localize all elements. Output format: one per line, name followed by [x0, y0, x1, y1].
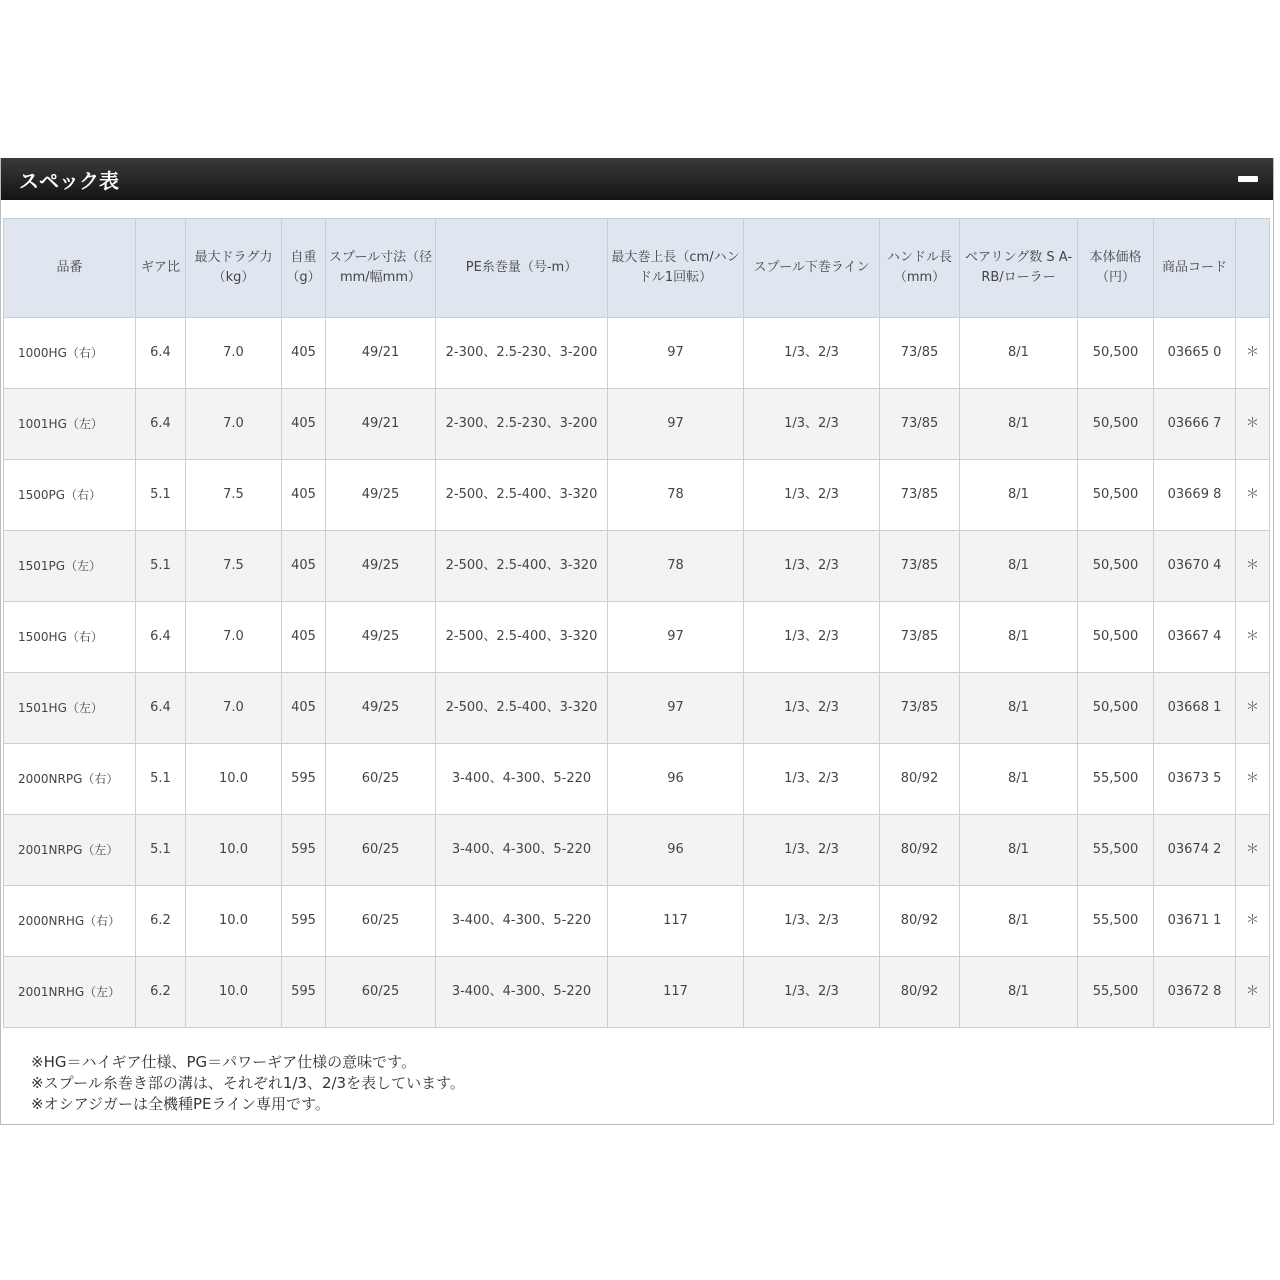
product-code-cell: 03670 4: [1154, 531, 1236, 602]
handle-length-cell: 80/92: [880, 815, 960, 886]
handle-length-cell: 80/92: [880, 886, 960, 957]
header-row: [4, 219, 1270, 318]
col-header: ハンドル長（mm）: [880, 219, 960, 318]
table-row: [4, 744, 1270, 815]
note-mark-cell: ＊: [1236, 602, 1270, 673]
model-cell: 1501HG（左）: [4, 673, 136, 744]
model-cell: 1501PG（左）: [4, 531, 136, 602]
gear-ratio-cell: 5.1: [136, 744, 186, 815]
spool-size-cell: 49/25: [326, 531, 436, 602]
table-row: [4, 389, 1270, 460]
handle-length-cell: 73/85: [880, 460, 960, 531]
product-code-cell: 03665 0: [1154, 318, 1236, 389]
model-cell: 1500HG（右）: [4, 602, 136, 673]
price-cell: 50,500: [1078, 460, 1154, 531]
model-cell: 2001NRPG（左）: [4, 815, 136, 886]
weight-cell: 405: [282, 673, 326, 744]
model-cell: 1000HG（右）: [4, 318, 136, 389]
model-cell: 1001HG（左）: [4, 389, 136, 460]
gear-ratio-cell: 6.4: [136, 673, 186, 744]
gear-ratio-cell: 6.2: [136, 957, 186, 1028]
price-cell: 50,500: [1078, 673, 1154, 744]
col-header: スプール下巻ライン: [744, 219, 880, 318]
product-code-cell: 03673 5: [1154, 744, 1236, 815]
pe-capacity-cell: 3-400、4-300、5-220: [436, 957, 608, 1028]
max-drag-cell: 10.0: [186, 957, 282, 1028]
price-cell: 55,500: [1078, 815, 1154, 886]
max-drag-cell: 10.0: [186, 744, 282, 815]
underline-cell: 1/3、2/3: [744, 815, 880, 886]
table-row: [4, 602, 1270, 673]
retrieve-cell: 97: [608, 389, 744, 460]
handle-length-cell: 80/92: [880, 744, 960, 815]
pe-capacity-cell: 2-500、2.5-400、3-320: [436, 602, 608, 673]
gear-ratio-cell: 6.2: [136, 886, 186, 957]
gear-ratio-cell: 6.4: [136, 389, 186, 460]
price-cell: 55,500: [1078, 886, 1154, 957]
col-header: 最大巻上長（cm/ハンドル1回転）: [608, 219, 744, 318]
pe-capacity-cell: 2-500、2.5-400、3-320: [436, 531, 608, 602]
col-header: [1236, 219, 1270, 318]
col-header: 自重（g）: [282, 219, 326, 318]
weight-cell: 405: [282, 602, 326, 673]
spec-panel: [0, 158, 1274, 1125]
model-cell: 1500PG（右）: [4, 460, 136, 531]
spool-size-cell: 60/25: [326, 815, 436, 886]
retrieve-cell: 97: [608, 673, 744, 744]
note-mark-cell: ＊: [1236, 318, 1270, 389]
spool-size-cell: 60/25: [326, 744, 436, 815]
weight-cell: 405: [282, 318, 326, 389]
max-drag-cell: 10.0: [186, 886, 282, 957]
table-row: [4, 815, 1270, 886]
col-header: PE糸巻量（号-m）: [436, 219, 608, 318]
product-code-cell: 03666 7: [1154, 389, 1236, 460]
spool-size-cell: 60/25: [326, 957, 436, 1028]
product-code-cell: 03674 2: [1154, 815, 1236, 886]
spool-size-cell: 60/25: [326, 886, 436, 957]
gear-ratio-cell: 5.1: [136, 531, 186, 602]
spec-table: [3, 218, 1270, 1028]
underline-cell: 1/3、2/3: [744, 531, 880, 602]
pe-capacity-cell: 2-300、2.5-230、3-200: [436, 318, 608, 389]
col-header: 本体価格（円）: [1078, 219, 1154, 318]
note-mark-cell: ＊: [1236, 673, 1270, 744]
bearing-cell: 8/1: [960, 318, 1078, 389]
pe-capacity-cell: 3-400、4-300、5-220: [436, 815, 608, 886]
retrieve-cell: 96: [608, 744, 744, 815]
col-header: スプール寸法（径mm/幅mm）: [326, 219, 436, 318]
bearing-cell: 8/1: [960, 531, 1078, 602]
weight-cell: 595: [282, 886, 326, 957]
retrieve-cell: 117: [608, 886, 744, 957]
price-cell: 50,500: [1078, 389, 1154, 460]
weight-cell: 595: [282, 744, 326, 815]
note-mark-cell: ＊: [1236, 815, 1270, 886]
underline-cell: 1/3、2/3: [744, 602, 880, 673]
max-drag-cell: 7.0: [186, 318, 282, 389]
gear-ratio-cell: 5.1: [136, 815, 186, 886]
underline-cell: 1/3、2/3: [744, 673, 880, 744]
panel-header: [1, 158, 1273, 200]
price-cell: 55,500: [1078, 957, 1154, 1028]
note-mark-cell: ＊: [1236, 957, 1270, 1028]
handle-length-cell: 73/85: [880, 318, 960, 389]
retrieve-cell: 117: [608, 957, 744, 1028]
table-row: [4, 318, 1270, 389]
note-mark-cell: ＊: [1236, 744, 1270, 815]
max-drag-cell: 7.5: [186, 531, 282, 602]
col-header: 品番: [4, 219, 136, 318]
bearing-cell: 8/1: [960, 815, 1078, 886]
table-row: [4, 957, 1270, 1028]
price-cell: 50,500: [1078, 602, 1154, 673]
footnote: ※オシアジガーは全機種PEライン専用です。: [31, 1095, 330, 1113]
weight-cell: 405: [282, 389, 326, 460]
pe-capacity-cell: 2-300、2.5-230、3-200: [436, 389, 608, 460]
retrieve-cell: 78: [608, 531, 744, 602]
bearing-cell: 8/1: [960, 957, 1078, 1028]
retrieve-cell: 97: [608, 318, 744, 389]
spool-size-cell: 49/25: [326, 602, 436, 673]
col-header: ベアリング数 S A-RB/ローラー: [960, 219, 1078, 318]
gear-ratio-cell: 6.4: [136, 318, 186, 389]
retrieve-cell: 78: [608, 460, 744, 531]
bearing-cell: 8/1: [960, 460, 1078, 531]
product-code-cell: 03668 1: [1154, 673, 1236, 744]
underline-cell: 1/3、2/3: [744, 744, 880, 815]
spool-size-cell: 49/25: [326, 460, 436, 531]
minus-icon: [1238, 176, 1258, 182]
model-cell: 2001NRHG（左）: [4, 957, 136, 1028]
product-code-cell: 03667 4: [1154, 602, 1236, 673]
model-cell: 2000NRHG（右）: [4, 886, 136, 957]
handle-length-cell: 73/85: [880, 673, 960, 744]
price-cell: 50,500: [1078, 531, 1154, 602]
pe-capacity-cell: 2-500、2.5-400、3-320: [436, 673, 608, 744]
product-code-cell: 03669 8: [1154, 460, 1236, 531]
gear-ratio-cell: 6.4: [136, 602, 186, 673]
footnote: ※スプール糸巻き部の溝は、それぞれ1/3、2/3を表しています。: [31, 1074, 465, 1092]
underline-cell: 1/3、2/3: [744, 389, 880, 460]
weight-cell: 405: [282, 460, 326, 531]
model-cell: 2000NRPG（右）: [4, 744, 136, 815]
panel-title: スペック表: [19, 168, 119, 193]
table-row: [4, 531, 1270, 602]
bearing-cell: 8/1: [960, 602, 1078, 673]
weight-cell: 405: [282, 531, 326, 602]
table-row: [4, 673, 1270, 744]
col-header: 最大ドラグ力（kg）: [186, 219, 282, 318]
underline-cell: 1/3、2/3: [744, 318, 880, 389]
bearing-cell: 8/1: [960, 389, 1078, 460]
bearing-cell: 8/1: [960, 886, 1078, 957]
bearing-cell: 8/1: [960, 744, 1078, 815]
max-drag-cell: 7.0: [186, 673, 282, 744]
bearing-cell: 8/1: [960, 673, 1078, 744]
note-mark-cell: ＊: [1236, 886, 1270, 957]
footnote: ※HG＝ハイギア仕様、PG＝パワーギア仕様の意味です。: [31, 1053, 416, 1071]
table-row: [4, 886, 1270, 957]
handle-length-cell: 73/85: [880, 531, 960, 602]
table-row: [4, 460, 1270, 531]
note-mark-cell: ＊: [1236, 389, 1270, 460]
max-drag-cell: 7.0: [186, 389, 282, 460]
underline-cell: 1/3、2/3: [744, 886, 880, 957]
weight-cell: 595: [282, 815, 326, 886]
product-code-cell: 03671 1: [1154, 886, 1236, 957]
footnotes: [31, 1052, 1273, 1115]
price-cell: 50,500: [1078, 318, 1154, 389]
max-drag-cell: 7.0: [186, 602, 282, 673]
handle-length-cell: 73/85: [880, 602, 960, 673]
col-header: 商品コード: [1154, 219, 1236, 318]
underline-cell: 1/3、2/3: [744, 460, 880, 531]
note-mark-cell: ＊: [1236, 531, 1270, 602]
pe-capacity-cell: 3-400、4-300、5-220: [436, 744, 608, 815]
collapse-button[interactable]: [1235, 169, 1261, 189]
pe-capacity-cell: 2-500、2.5-400、3-320: [436, 460, 608, 531]
max-drag-cell: 10.0: [186, 815, 282, 886]
col-header: ギア比: [136, 219, 186, 318]
note-mark-cell: ＊: [1236, 460, 1270, 531]
max-drag-cell: 7.5: [186, 460, 282, 531]
spool-size-cell: 49/21: [326, 318, 436, 389]
handle-length-cell: 80/92: [880, 957, 960, 1028]
gear-ratio-cell: 5.1: [136, 460, 186, 531]
price-cell: 55,500: [1078, 744, 1154, 815]
spool-size-cell: 49/25: [326, 673, 436, 744]
spool-size-cell: 49/21: [326, 389, 436, 460]
weight-cell: 595: [282, 957, 326, 1028]
underline-cell: 1/3、2/3: [744, 957, 880, 1028]
retrieve-cell: 96: [608, 815, 744, 886]
handle-length-cell: 73/85: [880, 389, 960, 460]
retrieve-cell: 97: [608, 602, 744, 673]
product-code-cell: 03672 8: [1154, 957, 1236, 1028]
pe-capacity-cell: 3-400、4-300、5-220: [436, 886, 608, 957]
